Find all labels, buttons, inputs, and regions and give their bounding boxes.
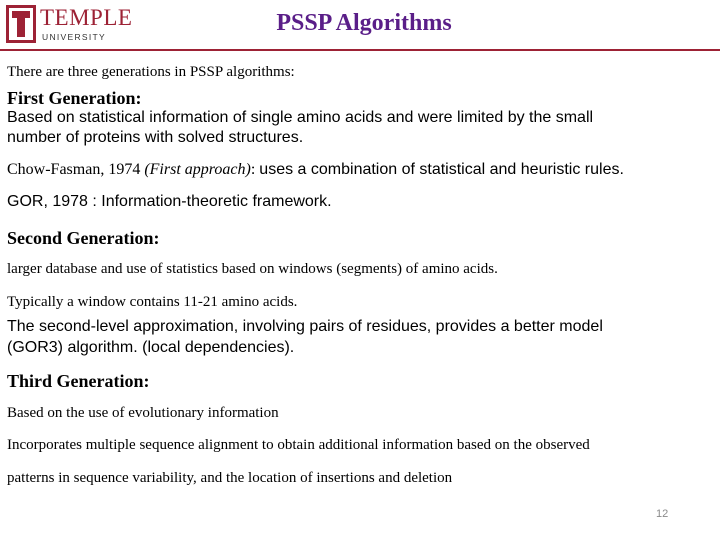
header-divider — [0, 49, 720, 51]
second-generation-line4: (GOR3) algorithm. (local dependencies). — [7, 339, 295, 356]
second-generation-heading: Second Generation: — [7, 228, 160, 248]
page-number: 12 — [656, 508, 669, 520]
second-generation-line1: larger database and use of statistics based on windows (segments) of amino acids. — [7, 261, 498, 277]
second-generation-line3: The second-level approximation, involving pairs of residues, provides a better model — [7, 318, 603, 335]
first-generation-desc-line1: Based on statistical information of single amino acids and were limited by the small — [7, 109, 594, 126]
chow-fasman-name: Chow-Fasman, 1974 — [7, 161, 145, 178]
chow-fasman-desc: uses a combination of statistical and heuristic rules. — [259, 161, 624, 178]
chow-fasman-note: (First approach) — [144, 161, 251, 178]
logo-subtitle: UNIVERSITY — [42, 32, 107, 42]
intro-text: There are three generations in PSSP algorithms: — [7, 64, 295, 80]
logo-wordmark: TEMPLE — [40, 5, 133, 30]
chow-fasman-line — [7, 161, 624, 179]
third-generation-line3: patterns in sequence variability, and the location of insertions and deletion — [7, 470, 453, 486]
second-generation-line2: Typically a window contains 11-21 amino acids. — [7, 294, 298, 310]
first-generation-heading: First Generation: — [7, 88, 142, 108]
first-generation-desc-line2: number of proteins with solved structures. — [7, 129, 304, 146]
slide-title: PSSP Algorithms — [276, 10, 452, 36]
gor-line: GOR, 1978 : Information-theoretic framework. — [7, 193, 332, 210]
third-generation-heading: Third Generation: — [7, 371, 150, 391]
chow-fasman-colon: : — [250, 161, 260, 178]
third-generation-line1: Based on the use of evolutionary information — [7, 405, 279, 421]
third-generation-line2: Incorporates multiple sequence alignment to obtain additional information based on the observed — [7, 437, 590, 453]
